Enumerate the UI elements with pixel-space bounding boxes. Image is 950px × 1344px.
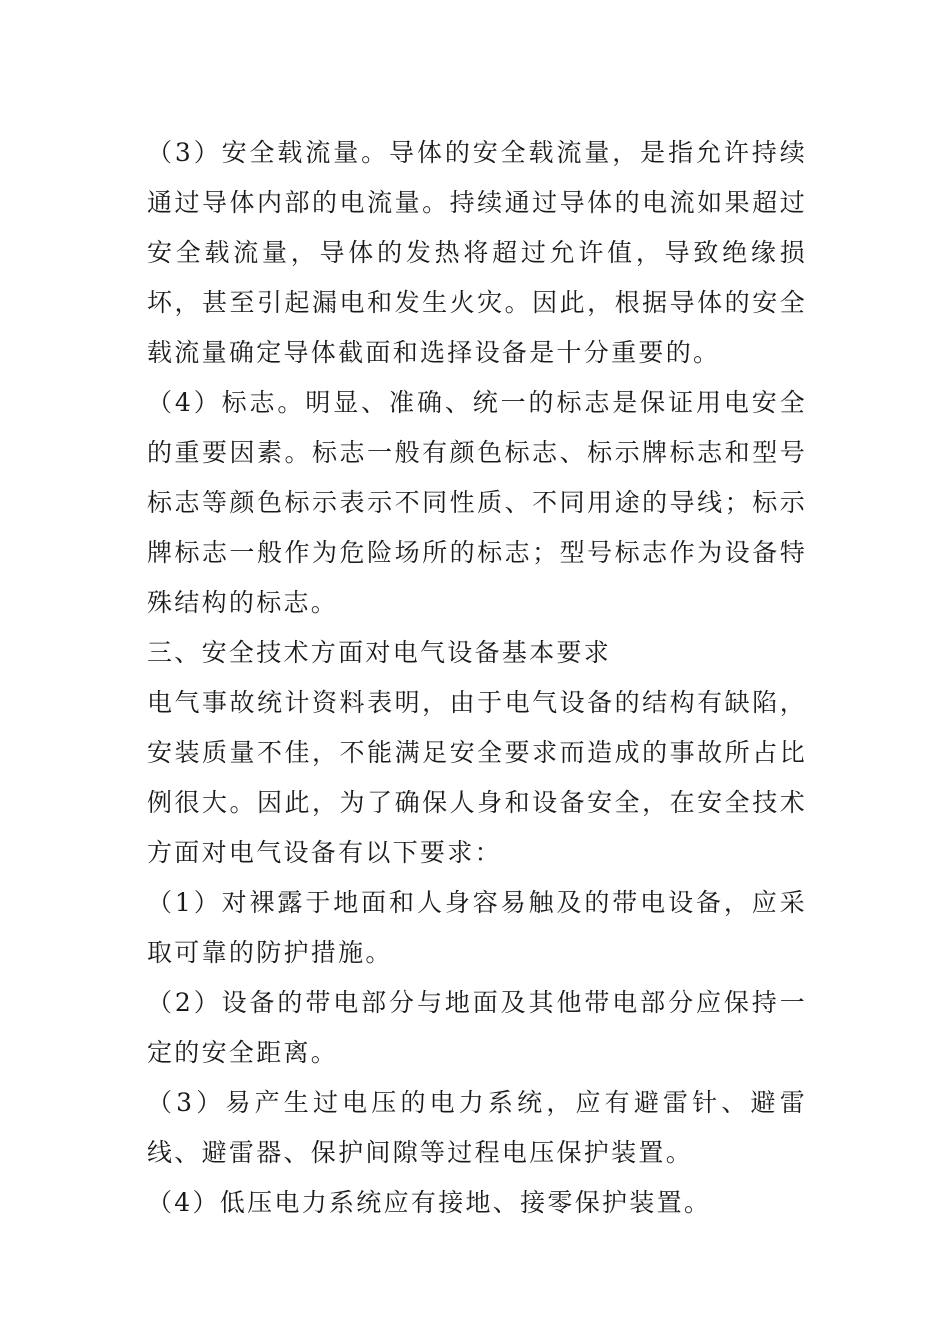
list-item-requirement-2: （2）设备的带电部分与地面及其他带电部分应保持一定的安全距离。 [147,988,807,1067]
list-item-requirement-3: （3）易产生过电压的电力系统，应有避雷针、避雷线、避雷器、保护间隙等过程电压保护装置。 [147,1088,807,1167]
paragraph-markings: （4）标志。明显、准确、统一的标志是保证用电安全的重要因素。标志一般有颜色标志、标示牌标志和型号标志等颜色标示表示不同性质、不同用途的导线；标示牌标志一般作为危险场所的标志；型号标志作为设备特殊结构的标志。 [147,388,807,617]
list-item-requirement-1: （1）对裸露于地面和人身容易触及的带电设备，应采取可靠的防护措施。 [147,888,807,967]
list-item-requirement-4: （4）低压电力系统应有接地、接零保护装置。 [147,1188,712,1217]
document-body [147,128,807,1228]
paragraph-safe-current-capacity: （3）安全载流量。导体的安全载流量，是指允许持续通过导体内部的电流量。持续通过导体的电流如果超过安全载流量，导体的发热将超过允许值，导致绝缘损坏，甚至引起漏电和发生火灾。因此，根据导体的安全载流量确定导体截面和选择设备是十分重要的。 [147,138,807,367]
paragraph-accident-statistics: 电气事故统计资料表明，由于电气设备的结构有缺陷，安装质量不佳，不能满足安全要求而造成的事故所占比例很大。因此，为了确保人身和设备安全，在安全技术方面对电气设备有以下要求： [147,688,807,867]
section-heading-basic-requirements: 三、安全技术方面对电气设备基本要求 [147,638,612,667]
